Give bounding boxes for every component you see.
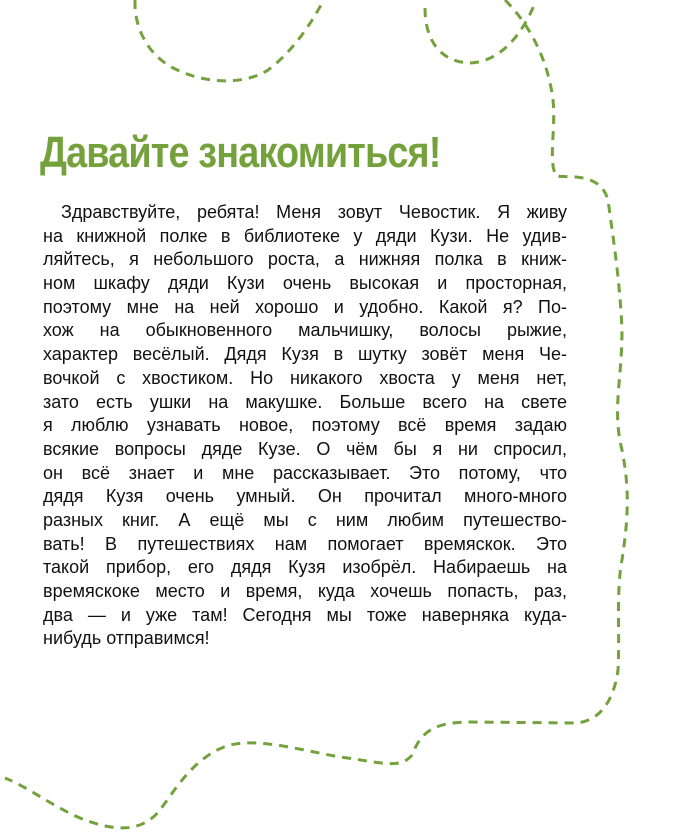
paragraph-line: на книжной полке в библиотеке у дяди Кузи. Не удив- (43, 225, 567, 246)
paragraph-line: характер весёлый. Дядя Кузя в шутку зовёт меня Че- (43, 344, 567, 365)
paragraph-line: я люблю узнавать новое, поэтому всё время задаю (43, 415, 567, 436)
paragraph-line: он всё знает и мне рассказывает. Это потому, что (43, 462, 567, 483)
paragraph-line: ляйтесь, я небольшого роста, а нижняя полка в книж- (43, 249, 567, 270)
intro-paragraph (43, 201, 567, 651)
paragraph-line: вочкой с хвостиком. Но никакого хвоста у меня нет, (43, 367, 567, 388)
paragraph-line: нибудь отправимся! (43, 628, 210, 649)
paragraph-line: такой прибор, его дядя Кузя изобрёл. Набираешь на (43, 557, 567, 578)
paragraph-line: зато есть ушки на макушке. Больше всего на свете (43, 391, 567, 412)
paragraph-line: вать! В путешествиях нам помогает времяскок. Это (43, 533, 567, 554)
dashed-loop-right (425, 3, 535, 63)
paragraph-line: всякие вопросы дяде Кузе. О чём бы я ни спросил, (43, 438, 567, 459)
paragraph-line: два — и уже там! Сегодня мы тоже наверняка куда- (43, 604, 567, 625)
paragraph-line: Здравствуйте, ребята! Меня зовут Чевостик. Я живу (61, 202, 567, 222)
paragraph-line: хож на обыкновенного мальчишку, волосы рыжие, (43, 320, 567, 341)
paragraph-line: ном шкафу дяди Кузи очень высокая и просторная, (43, 273, 567, 294)
paragraph-line: дядя Кузя очень умный. Он прочитал много-много (43, 486, 567, 507)
paragraph-line: поэтому мне на ней хорошо и удобно. Какой я? По- (43, 296, 567, 317)
dashed-loop-left (135, 0, 321, 81)
paragraph-line: разных книг. А ещё мы с ним любим путешество- (43, 509, 567, 530)
page-title: Давайте знакомиться! (40, 128, 441, 177)
paragraph-line: времяскоке место и время, куда хочешь попасть, раз, (43, 581, 567, 601)
